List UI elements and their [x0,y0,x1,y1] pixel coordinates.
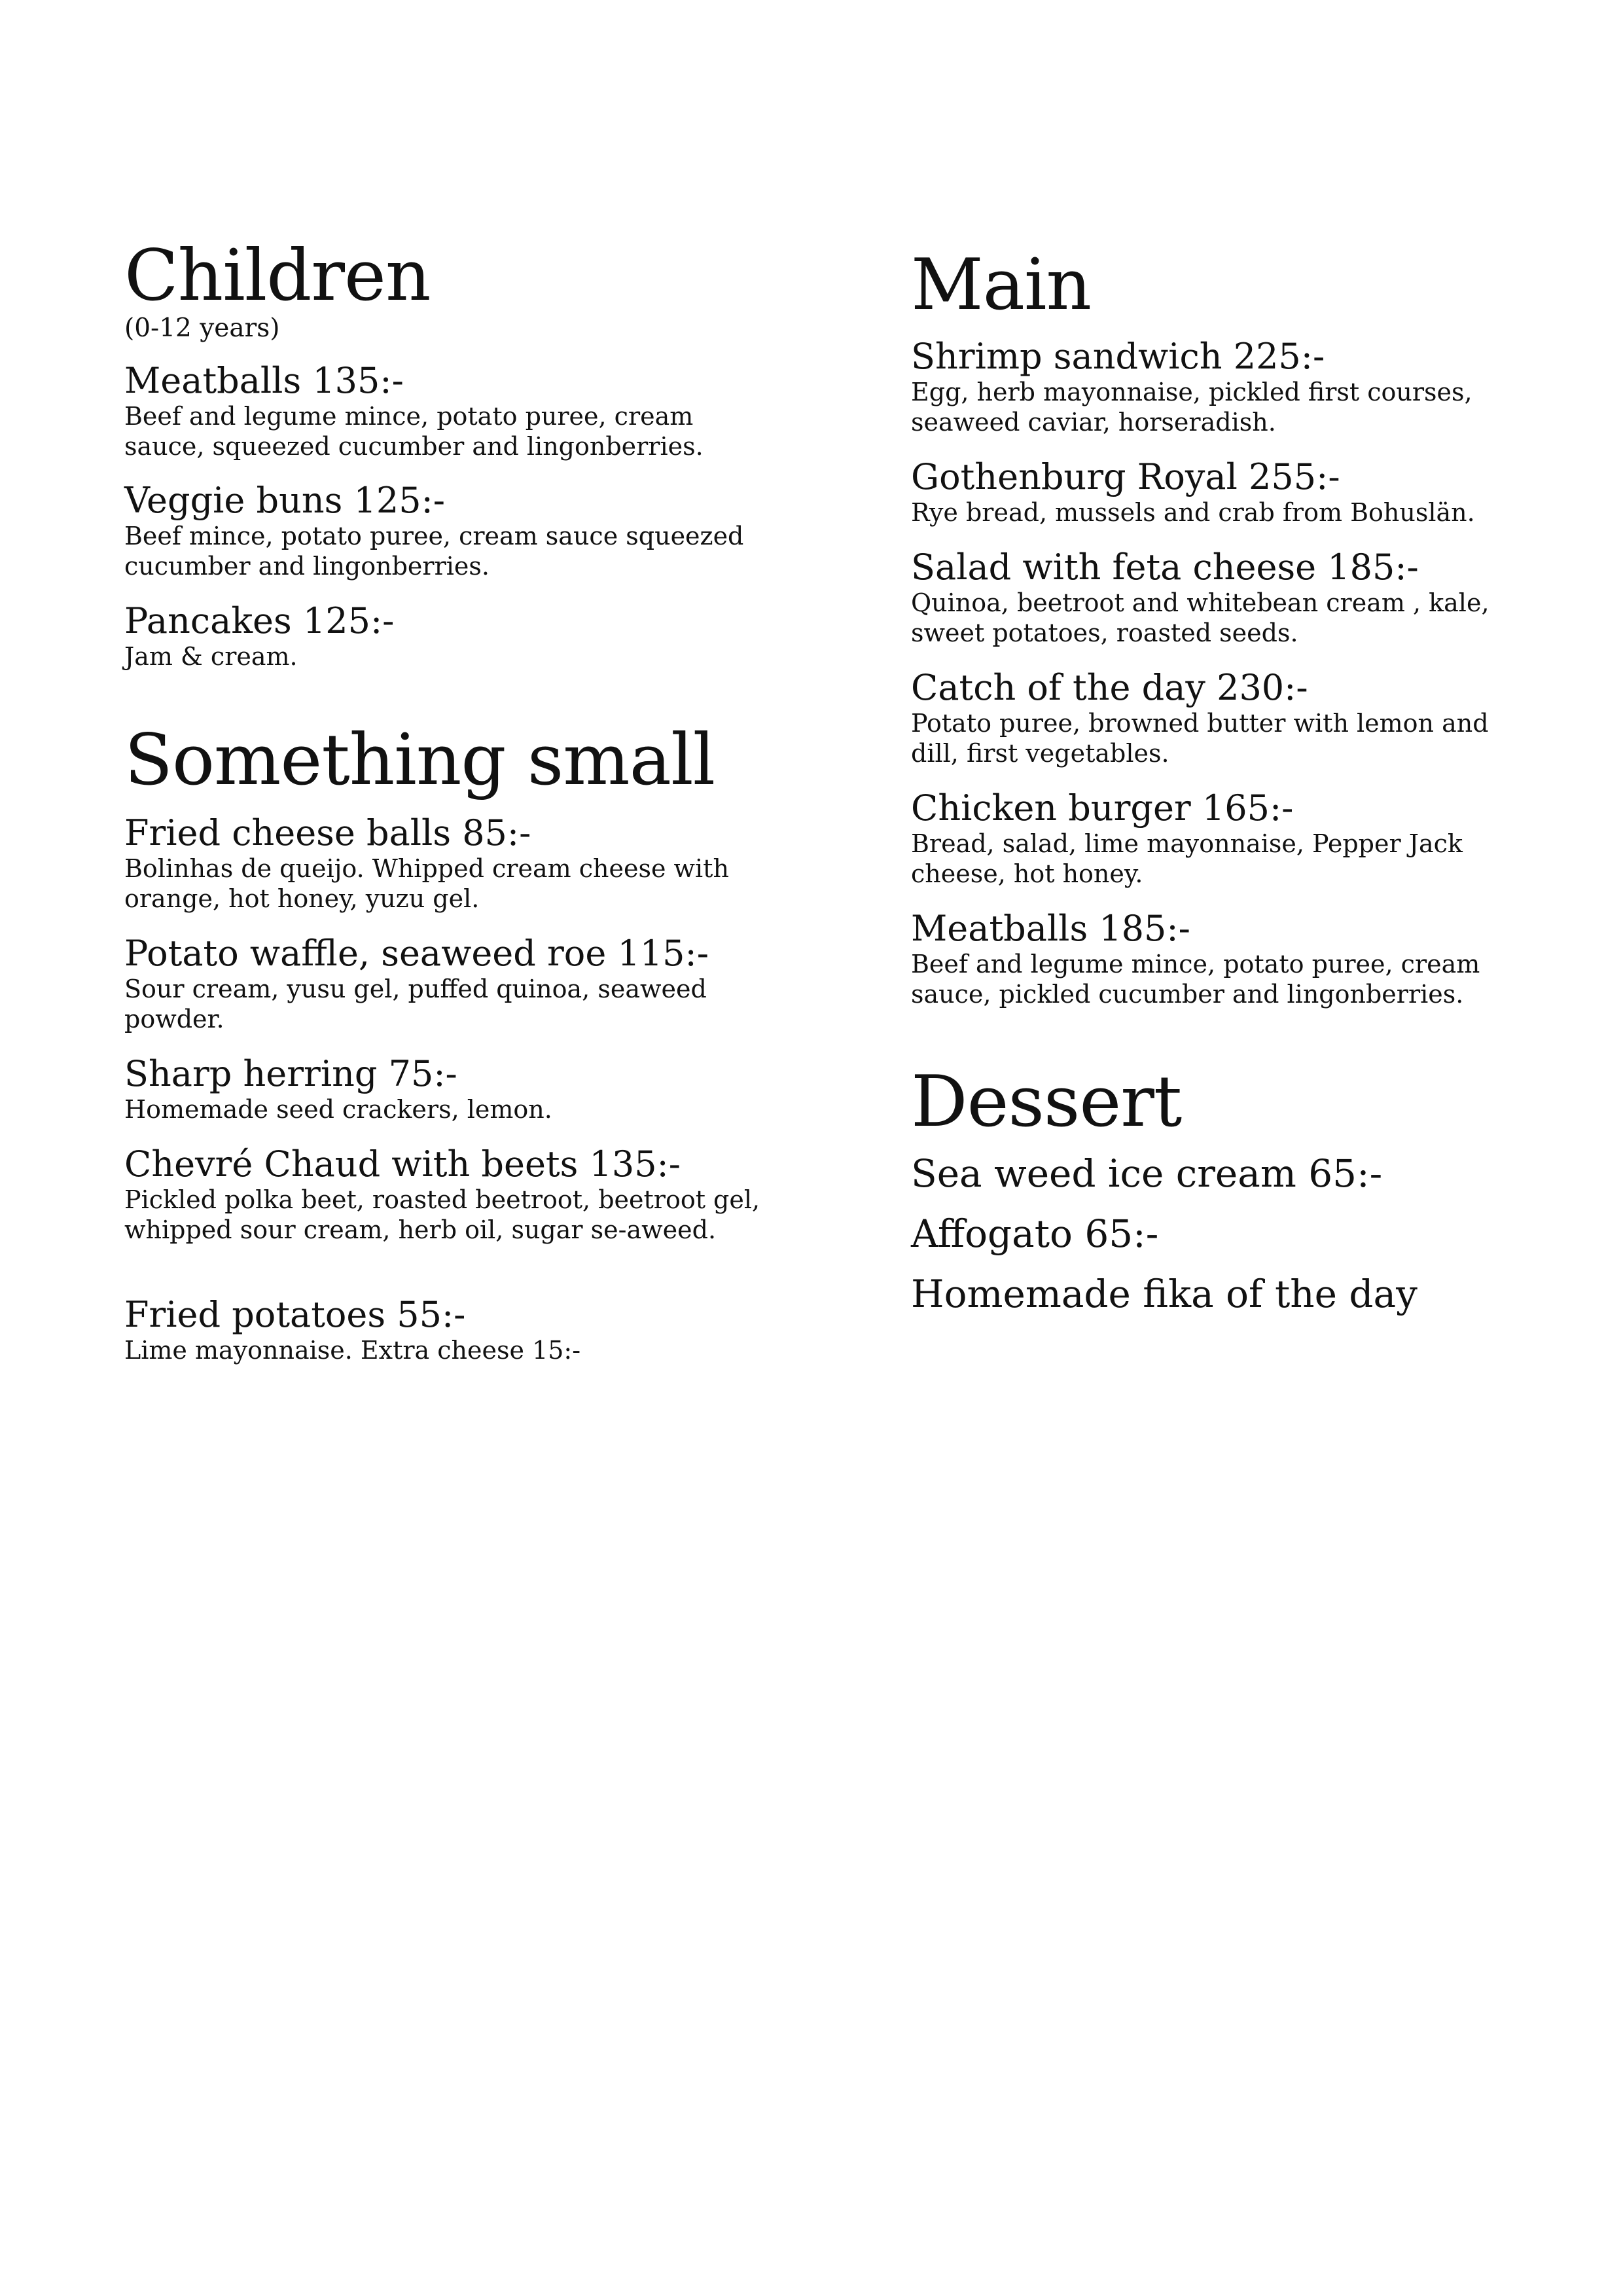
item-description: Rye bread, mussels and crab from Bohuslän. [911,498,1475,527]
section-title-something-small: Something small [124,719,715,801]
item-description: Beef and legume mince, potato puree, cream sauce, pickled cucumber and lingonberries. [911,950,1480,1009]
item-name: Veggie buns 125:- [124,480,446,521]
item-description: Quinoa, beetroot and whitebean cream , kale, sweet potatoes, roasted seeds. [911,588,1489,647]
menu-item-sharp-herring [124,1053,779,1124]
item-description: Bolinhas de queijo. Whipped cream cheese with orange, hot honey, yuzu gel. [124,854,729,913]
something-small-section [124,719,779,801]
item-name: Sea weed ice cream 65:- [911,1151,1383,1196]
menu-item-shrimp-sandwich [911,336,1520,437]
section-title-main: Main [911,244,1092,326]
menu-item-chicken-burger [911,787,1520,889]
item-description: Pickled polka beet, roasted beetroot, beetroot gel, whipped sour cream, herb oil, sugar se-aweed. [124,1185,760,1244]
children-section [124,235,779,343]
item-name: Chicken burger 165:- [911,787,1294,829]
item-description: Beef mince, potato puree, cream sauce squeezed cucumber and lingonberries. [124,522,744,581]
section-title-dessert: Dessert [911,1061,1182,1143]
item-description: Beef and legume mince, potato puree, cream sauce, squeezed cucumber and lingonberries. [124,402,704,461]
item-name: Meatballs 135:- [124,360,404,401]
item-description: Lime mayonnaise. Extra cheese 15:- [124,1336,581,1365]
item-name: Salad with feta cheese 185:- [911,547,1419,588]
menu-item-seaweed-ice-cream [911,1151,1520,1196]
item-name: Fried cheese balls 85:- [124,812,531,853]
menu-item-chevre-chaud [124,1143,779,1245]
item-name: Chevré Chaud with beets 135:- [124,1143,681,1185]
menu-item-affogato [911,1211,1520,1256]
item-name: Gothenburg Royal 255:- [911,456,1340,497]
item-description: Sour cream, yusu gel, puffed quinoa, seaweed powder. [124,975,707,1033]
item-description: Potato puree, browned butter with lemon and dill, first vegetables. [911,709,1489,768]
menu-item-catch-of-the-day [911,667,1520,768]
item-name: Affogato 65:- [911,1211,1159,1256]
item-name: Sharp herring 75:- [124,1053,457,1094]
dessert-section [911,1061,1520,1143]
menu-item-meatballs-main [911,908,1520,1009]
item-description: Homemade seed crackers, lemon. [124,1095,552,1124]
section-title-children: Children [124,235,431,317]
menu-item-salad-feta [911,547,1520,648]
item-name: Pancakes 125:- [124,600,395,641]
menu-item-meatballs-kids [124,360,779,461]
item-name: Homemade fika of the day [911,1272,1418,1316]
children-age-note: (0-12 years) [124,314,280,343]
main-section [911,244,1520,326]
item-description: Jam & cream. [124,642,298,671]
menu-item-veggie-buns [124,480,779,581]
menu-item-homemade-fika [911,1272,1520,1316]
item-name: Meatballs 185:- [911,908,1190,949]
menu-item-fried-potatoes [124,1294,779,1365]
item-name: Fried potatoes 55:- [124,1294,466,1335]
item-name: Catch of the day 230:- [911,667,1308,708]
menu-item-fried-cheese-balls [124,812,779,914]
menu-item-potato-waffle [124,933,779,1034]
item-name: Potato waffle, seaweed roe 115:- [124,933,709,974]
menu-item-gothenburg-royal [911,456,1520,528]
item-name: Shrimp sandwich 225:- [911,336,1325,377]
item-description: Egg, herb mayonnaise, pickled first courses, seaweed caviar, horseradish. [911,378,1472,437]
menu-item-pancakes [124,600,779,672]
item-description: Bread, salad, lime mayonnaise, Pepper Jack cheese, hot honey. [911,829,1463,888]
